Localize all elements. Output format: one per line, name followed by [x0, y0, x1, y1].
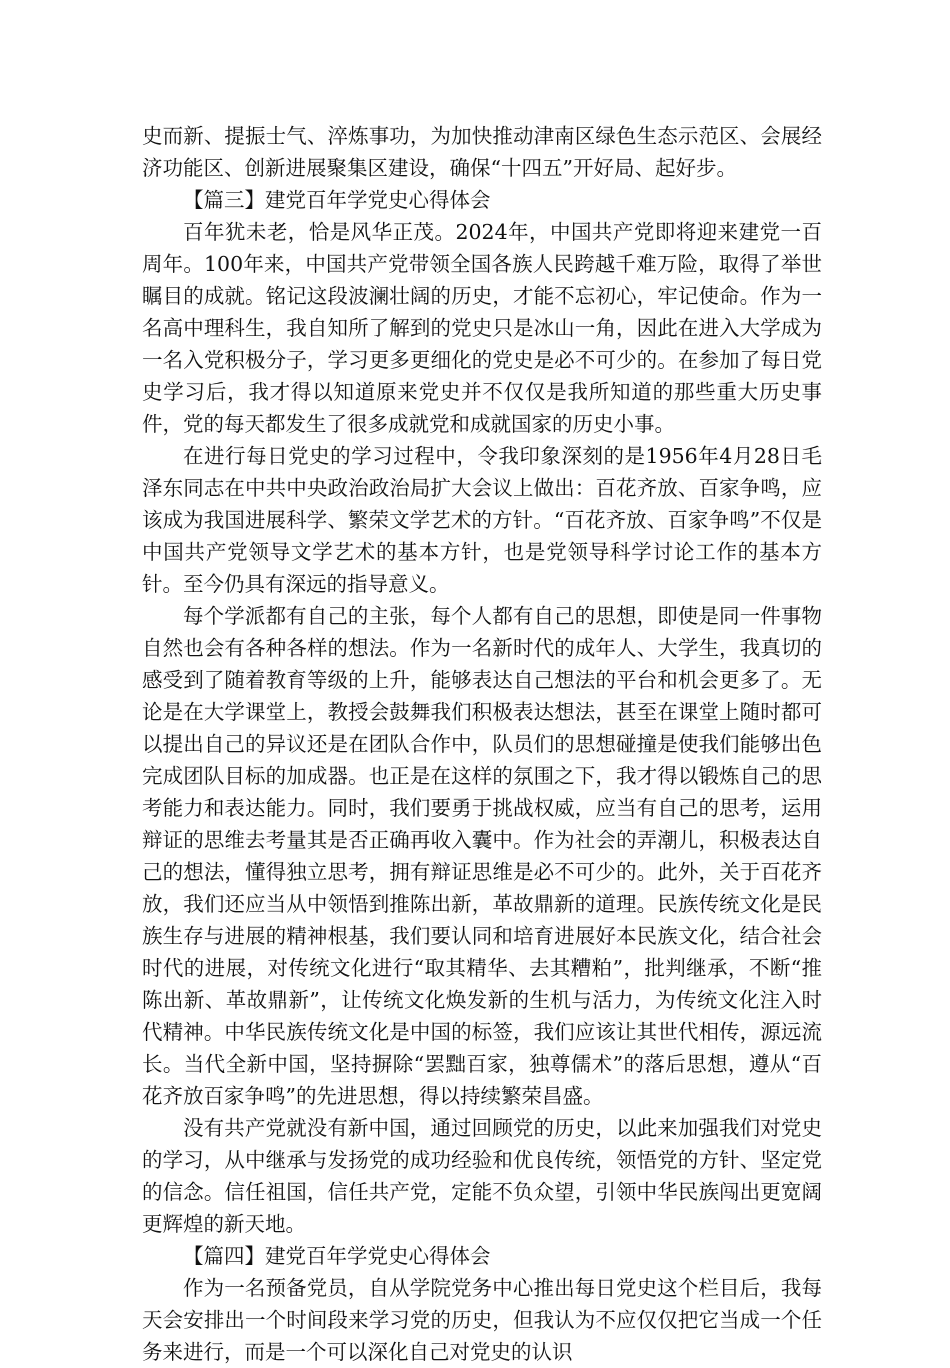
carryover-paragraph: 史而新、提振士气、淬炼事功，为加快推动津南区绿色生态示范区、会展经济功能区、创新进展聚集区建设，确保“十四五”开好局、起好步。 — [142, 124, 822, 180]
section-3-heading: 【篇三】建党百年学党史心得体会 — [183, 188, 491, 212]
section-3-paragraph-3: 每个学派都有自己的主张，每个人都有自己的思想，即使是同一件事物自然也会有各种各样的想法。作为一名新时代的成年人、大学生，我真切的感受到了随着教育等级的上升，能够表达自己想法的平台和机会更多了。无论是在大学课堂上，教授会鼓舞我们积极表达想法，甚至在课堂上随时都可以提出自己的异议还是在团队合作中，队员们的思想碰撞是使我们能够出色完成团队目标的加成器。也正是在这样的氛围之下，我才得以锻炼自己的思考能力和表达能力。同时，我们要勇于挑战权威，应当有自己的思考，运用辩证的思维去考量其是否正确再收入囊中。作为社会的弄潮儿，积极表达自己的想法，懂得独立思考，拥有辩证思维是必不可少的。此外，关于百花齐放，我们还应当从中领悟到推陈出新，革故鼎新的道理。民族传统文化是民族生存与进展的精神根基，我们要认同和培育进展好本民族文化，结合社会时代的进展，对传统文化进行“取其精华、去其糟粕”，批判继承，不断“推陈出新、革故鼎新”，让传统文化焕发新的生机与活力，为传统文化注入时代精神。中华民族传统文化是中国的标签，我们应该让其世代相传，源远流长。当代全新中国，坚持摒除“罢黜百家，独尊儒术”的落后思想，遵从“百花齐放百家争鸣”的先进思想，得以持续繁荣昌盛。 — [142, 604, 822, 1108]
section-3-paragraph-1: 百年犹未老，恰是风华正茂。2024年，中国共产党即将迎来建党一百周年。100年来，中国共产党带领全国各族人民跨越千难万险，取得了举世瞩目的成就。铭记这段波澜壮阔的历史，才能不忘初心，牢记使命。作为一名高中理科生，我自知所了解到的党史只是冰山一角，因此在进入大学成为一名入党积极分子，学习更多更细化的党史是必不可少的。在参加了每日党史学习后，我才得以知道原来党史并不仅仅是我所知道的那些重大历史事件，党的每天都发生了很多成就党和成就国家的历史小事。 — [142, 220, 822, 436]
section-4-paragraph-1: 作为一名预备党员，自从学院党务中心推出每日党史这个栏目后，我每天会安排出一个时间段来学习党的历史，但我认为不应仅仅把它当成一个任务来进行，而是一个可以深化自己对党史的认识 — [142, 1276, 822, 1364]
section-3-paragraph-4: 没有共产党就没有新中国，通过回顾党的历史，以此来加强我们对党史的学习，从中继承与发扬党的成功经验和优良传统，领悟党的方针、坚定党的信念。信任祖国，信任共产党，定能不负众望，引领中华民族闯出更宽阔更辉煌的新天地。 — [142, 1116, 822, 1236]
document-page — [142, 120, 822, 1368]
section-3-paragraph-2: 在进行每日党史的学习过程中，令我印象深刻的是1956年4月28日毛泽东同志在中共中央政治政治局扩大会议上做出：百花齐放、百家争鸣，应该成为我国进展科学、繁荣文学艺术的方针。“百花齐放、百家争鸣”不仅是中国共产党领导文学艺术的基本方针，也是党领导科学讨论工作的基本方针。至今仍具有深远的指导意义。 — [142, 444, 822, 596]
section-4-heading: 【篇四】建党百年学党史心得体会 — [183, 1244, 491, 1268]
